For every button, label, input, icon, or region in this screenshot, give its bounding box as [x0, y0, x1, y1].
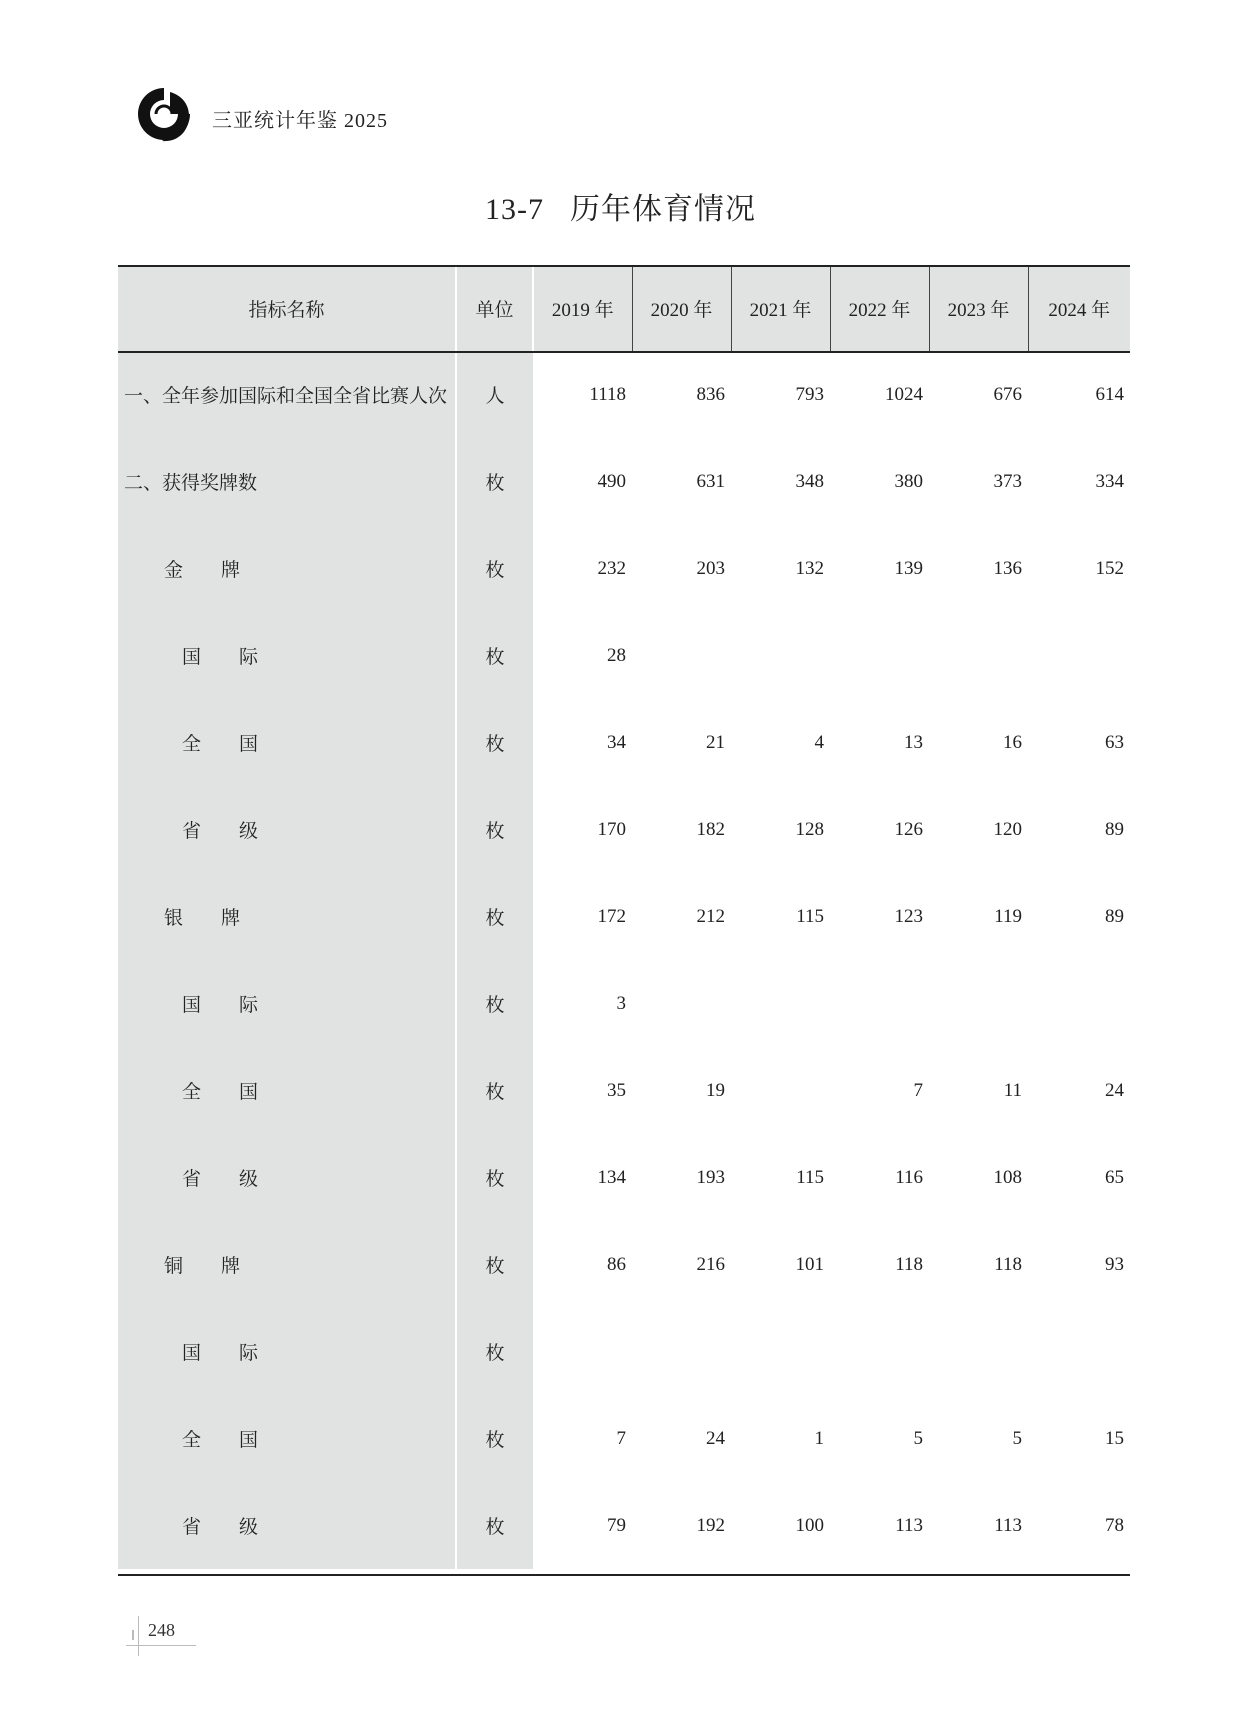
cell-value: 21 [706, 731, 725, 753]
table-row [118, 1308, 1130, 1395]
cell-value [1028, 960, 1130, 1047]
column-header-2021: 2021 年 [731, 265, 830, 351]
column-header-2022: 2022 年 [830, 265, 929, 351]
row-unit: 枚 [456, 786, 533, 873]
cell-value: 136 [993, 557, 1022, 579]
cell-value: 676 [993, 383, 1022, 405]
row-indicator-name: 省 级 [118, 786, 456, 873]
row-indicator-name: 全 国 [118, 1047, 456, 1134]
cell-value: 631 [696, 470, 725, 492]
cell-value: 192 [696, 1514, 725, 1536]
cell-value: 118 [994, 1253, 1022, 1275]
cell-value: 108 [993, 1166, 1022, 1188]
row-indicator-name: 省 级 [118, 1134, 456, 1221]
row-unit: 人 [456, 351, 533, 438]
cell-value: 65 [1105, 1166, 1124, 1188]
row-indicator-name: 铜 牌 [118, 1221, 456, 1308]
cell-value [533, 1308, 632, 1395]
cell-value [830, 1308, 929, 1395]
cell-value: 115 [796, 1166, 824, 1188]
cell-value: 1024 [885, 383, 923, 405]
cell-value: 3 [616, 992, 626, 1014]
page-number: 248 [148, 1620, 175, 1640]
cell-value: 132 [795, 557, 824, 579]
row-unit: 枚 [456, 873, 533, 960]
row-indicator-name: 国 际 [118, 1308, 456, 1395]
table-row [118, 612, 1130, 699]
cell-value: 139 [894, 557, 923, 579]
cell-value: 24 [706, 1427, 725, 1449]
column-header-indicator: 指标名称 [118, 265, 456, 351]
cell-value: 182 [696, 818, 725, 840]
cell-value: 116 [895, 1166, 923, 1188]
row-unit: 枚 [456, 960, 533, 1047]
column-header-2019: 2019 年 [533, 265, 632, 351]
table-header-row [118, 265, 1130, 351]
cell-value: 348 [795, 470, 824, 492]
row-indicator-name: 金 牌 [118, 525, 456, 612]
cell-value: 115 [796, 905, 824, 927]
cell-value: 79 [607, 1514, 626, 1536]
cell-value: 193 [696, 1166, 725, 1188]
column-header-unit: 单位 [456, 265, 533, 351]
row-unit: 枚 [456, 525, 533, 612]
table-row [118, 525, 1130, 612]
row-indicator-name: 省 级 [118, 1482, 456, 1569]
cell-value [731, 612, 830, 699]
cell-value [731, 1047, 830, 1134]
table-top-rule [118, 265, 1130, 267]
table-row [118, 786, 1130, 873]
table-header-rule [118, 351, 1130, 353]
cell-value: 113 [994, 1514, 1022, 1536]
row-unit: 枚 [456, 699, 533, 786]
row-unit: 枚 [456, 1221, 533, 1308]
row-unit: 枚 [456, 1395, 533, 1482]
row-indicator-name: 全 国 [118, 699, 456, 786]
table-row [118, 960, 1130, 1047]
cell-value: 86 [607, 1253, 626, 1275]
cell-value: 7 [913, 1079, 923, 1101]
statistics-table [118, 265, 1130, 1576]
cell-value: 34 [607, 731, 626, 753]
table-row [118, 438, 1130, 525]
cell-value: 203 [696, 557, 725, 579]
cell-value [632, 612, 731, 699]
table-bottom-rule [118, 1574, 1130, 1576]
cell-value: 35 [607, 1079, 626, 1101]
column-header-2023: 2023 年 [929, 265, 1028, 351]
table-body [118, 351, 1130, 1569]
cell-value: 101 [795, 1253, 824, 1275]
row-indicator-name: 国 际 [118, 960, 456, 1047]
row-unit: 枚 [456, 1047, 533, 1134]
row-indicator-name: 国 际 [118, 612, 456, 699]
column-header-2020: 2020 年 [632, 265, 731, 351]
cell-value: 126 [894, 818, 923, 840]
table-row [118, 1134, 1130, 1221]
cell-value: 5 [1012, 1427, 1022, 1449]
table-row [118, 873, 1130, 960]
yearbook-logo-icon [134, 84, 194, 144]
cell-value: 128 [795, 818, 824, 840]
cell-value: 89 [1105, 818, 1124, 840]
cell-value: 16 [1003, 731, 1022, 753]
table-title [0, 184, 1241, 228]
cell-value: 63 [1105, 731, 1124, 753]
cell-value: 13 [904, 731, 923, 753]
cell-value [830, 612, 929, 699]
table-row [118, 1047, 1130, 1134]
cell-value: 113 [895, 1514, 923, 1536]
cell-value: 216 [696, 1253, 725, 1275]
cell-value: 134 [597, 1166, 626, 1188]
cell-value: 1 [814, 1427, 824, 1449]
cell-value: 118 [895, 1253, 923, 1275]
row-indicator-name: 银 牌 [118, 873, 456, 960]
cell-value [632, 1308, 731, 1395]
cell-value: 380 [894, 470, 923, 492]
cell-value: 793 [795, 383, 824, 405]
cell-value [1028, 1308, 1130, 1395]
cell-value: 373 [993, 470, 1022, 492]
cell-value: 232 [597, 557, 626, 579]
cell-value: 836 [696, 383, 725, 405]
footer-vertical-rule [138, 1616, 139, 1656]
cell-value: 334 [1095, 470, 1124, 492]
cell-value: 212 [696, 905, 725, 927]
cell-value: 24 [1105, 1079, 1124, 1101]
table-row [118, 351, 1130, 438]
table-row [118, 699, 1130, 786]
cell-value: 1118 [589, 383, 626, 405]
cell-value: 119 [994, 905, 1022, 927]
table-row [118, 1482, 1130, 1569]
row-indicator-name: 全 国 [118, 1395, 456, 1482]
cell-value: 170 [597, 818, 626, 840]
cell-value: 89 [1105, 905, 1124, 927]
cell-value: 152 [1095, 557, 1124, 579]
cell-value: 5 [913, 1427, 923, 1449]
cell-value: 100 [795, 1514, 824, 1536]
cell-value [929, 960, 1028, 1047]
cell-value: 120 [993, 818, 1022, 840]
cell-value: 93 [1105, 1253, 1124, 1275]
cell-value [830, 960, 929, 1047]
cell-value: 78 [1105, 1514, 1124, 1536]
table-row [118, 1221, 1130, 1308]
cell-value: 172 [597, 905, 626, 927]
cell-value: 11 [1003, 1079, 1022, 1101]
cell-value: 490 [597, 470, 626, 492]
cell-value: 19 [706, 1079, 725, 1101]
cell-value [929, 612, 1028, 699]
cell-value: 123 [894, 905, 923, 927]
cell-value: 614 [1095, 383, 1124, 405]
cell-value [1028, 612, 1130, 699]
footer-horizontal-rule [126, 1645, 196, 1646]
cell-value [929, 1308, 1028, 1395]
column-header-2024: 2024 年 [1028, 265, 1130, 351]
row-indicator-name: 一、全年参加国际和全国全省比赛人次 [118, 351, 456, 438]
row-unit: 枚 [456, 1134, 533, 1221]
row-unit: 枚 [456, 1308, 533, 1395]
footer-tick-mark [132, 1630, 134, 1640]
cell-value [632, 960, 731, 1047]
table-row [118, 1395, 1130, 1482]
row-indicator-name: 二、获得奖牌数 [118, 438, 456, 525]
row-unit: 枚 [456, 1482, 533, 1569]
table-title-text: 历年体育情况 [570, 193, 756, 226]
cell-value: 4 [814, 731, 824, 753]
row-unit: 枚 [456, 438, 533, 525]
row-unit: 枚 [456, 612, 533, 699]
table-number: 13-7 [485, 193, 544, 226]
cell-value [731, 960, 830, 1047]
cell-value [731, 1308, 830, 1395]
cell-value: 28 [607, 644, 626, 666]
cell-value: 15 [1105, 1427, 1124, 1449]
cell-value: 7 [616, 1427, 626, 1449]
publication-title: 三亚统计年鉴 2025 [212, 110, 388, 132]
